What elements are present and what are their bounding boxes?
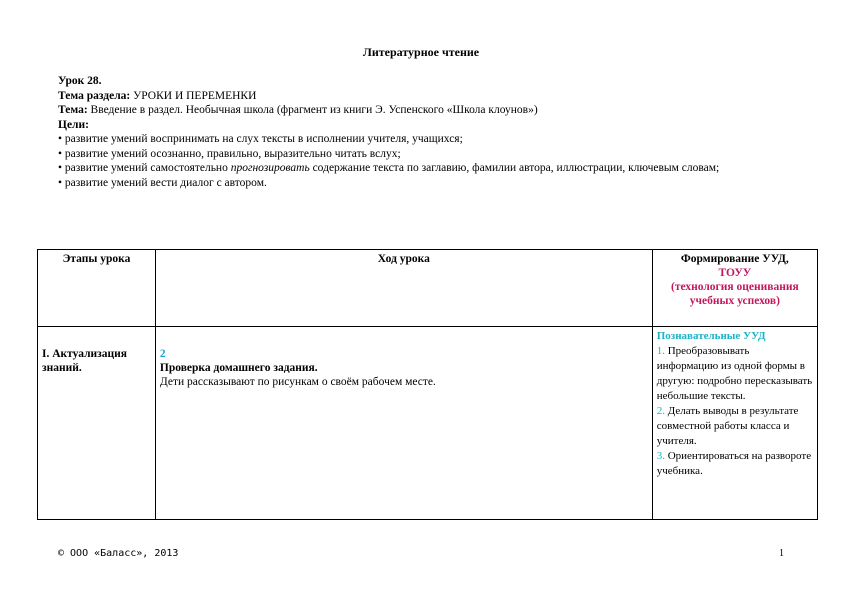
section-label: Тема раздела: (58, 89, 131, 102)
stage-name: I. Актуализация знаний. (42, 348, 128, 374)
table-row (38, 327, 818, 520)
uud-item-1-text: Преобразовывать информацию из одной формы в другую: подробно пересказывать небольшие тексты. (656, 345, 813, 402)
uud-item-1-num: 1. (656, 345, 665, 357)
uud-heading: Познавательные УУД (656, 330, 766, 342)
lesson-header (58, 74, 785, 190)
table-header-row (38, 250, 818, 327)
header-uud-toyu: ТОУУ (718, 267, 752, 279)
copyright: © ООО «Баласс», 2013 (58, 548, 179, 559)
uud-item-3 (657, 449, 813, 479)
header-progress: Ход урока (155, 250, 652, 327)
goal-item-3 (58, 161, 785, 176)
topic-value: Введение в раздел. Необычная школа (фрагмент из книги Э. Успенского «Школа клоунов») (90, 104, 538, 116)
goal3-emphasis: прогнозировать (230, 162, 310, 174)
topic-label: Тема: (58, 104, 88, 116)
lesson-number: Урок 28. (58, 75, 102, 87)
header-stages: Этапы урока (38, 250, 156, 327)
step-text: Дети рассказывают по рисункам о своём рабочем месте. (159, 376, 436, 388)
progress-cell (155, 327, 652, 520)
goals-label: Цели: (58, 118, 89, 131)
uud-cell (652, 327, 817, 520)
uud-item-2-num: 2. (656, 405, 665, 417)
goal3-pre: • развитие умений самостоятельно (58, 162, 228, 174)
section-value: УРОКИ И ПЕРЕМЕНКИ (133, 89, 257, 102)
document-title: Литературное чтение (362, 45, 480, 59)
goal-item-4: • развитие умений вести диалог с автором. (58, 176, 267, 189)
page-number: 1 (779, 548, 784, 559)
step-title: Проверка домашнего задания. (159, 362, 318, 374)
header-uud (652, 250, 817, 327)
stage-cell (38, 327, 156, 520)
topic-line (58, 103, 785, 118)
goal-item-1: • развитие умений воспринимать на слух тексты в исполнении учителя, учащихся; (58, 133, 463, 145)
lesson-table (37, 249, 818, 520)
uud-item-1 (657, 344, 813, 404)
goal3-post: содержание текста по заглавию, фамилии автора, иллюстрации, ключевым словам; (312, 162, 720, 174)
goal-item-2: • развитие умений осознанно, правильно, выразительно читать вслух; (58, 147, 401, 160)
uud-item-3-text: Ориентироваться на развороте учебника. (656, 450, 812, 477)
step-number: 2 (159, 348, 166, 360)
header-uud-tech: (технология оценивания учебных успехов) (671, 281, 799, 307)
uud-item-2 (657, 404, 813, 449)
uud-item-2-text: Делать выводы в результате совместной работы класса и учителя. (656, 405, 799, 447)
header-uud-title: Формирование УУД, (680, 253, 789, 265)
section-line (58, 89, 785, 104)
uud-item-3-num: 3. (656, 450, 665, 462)
